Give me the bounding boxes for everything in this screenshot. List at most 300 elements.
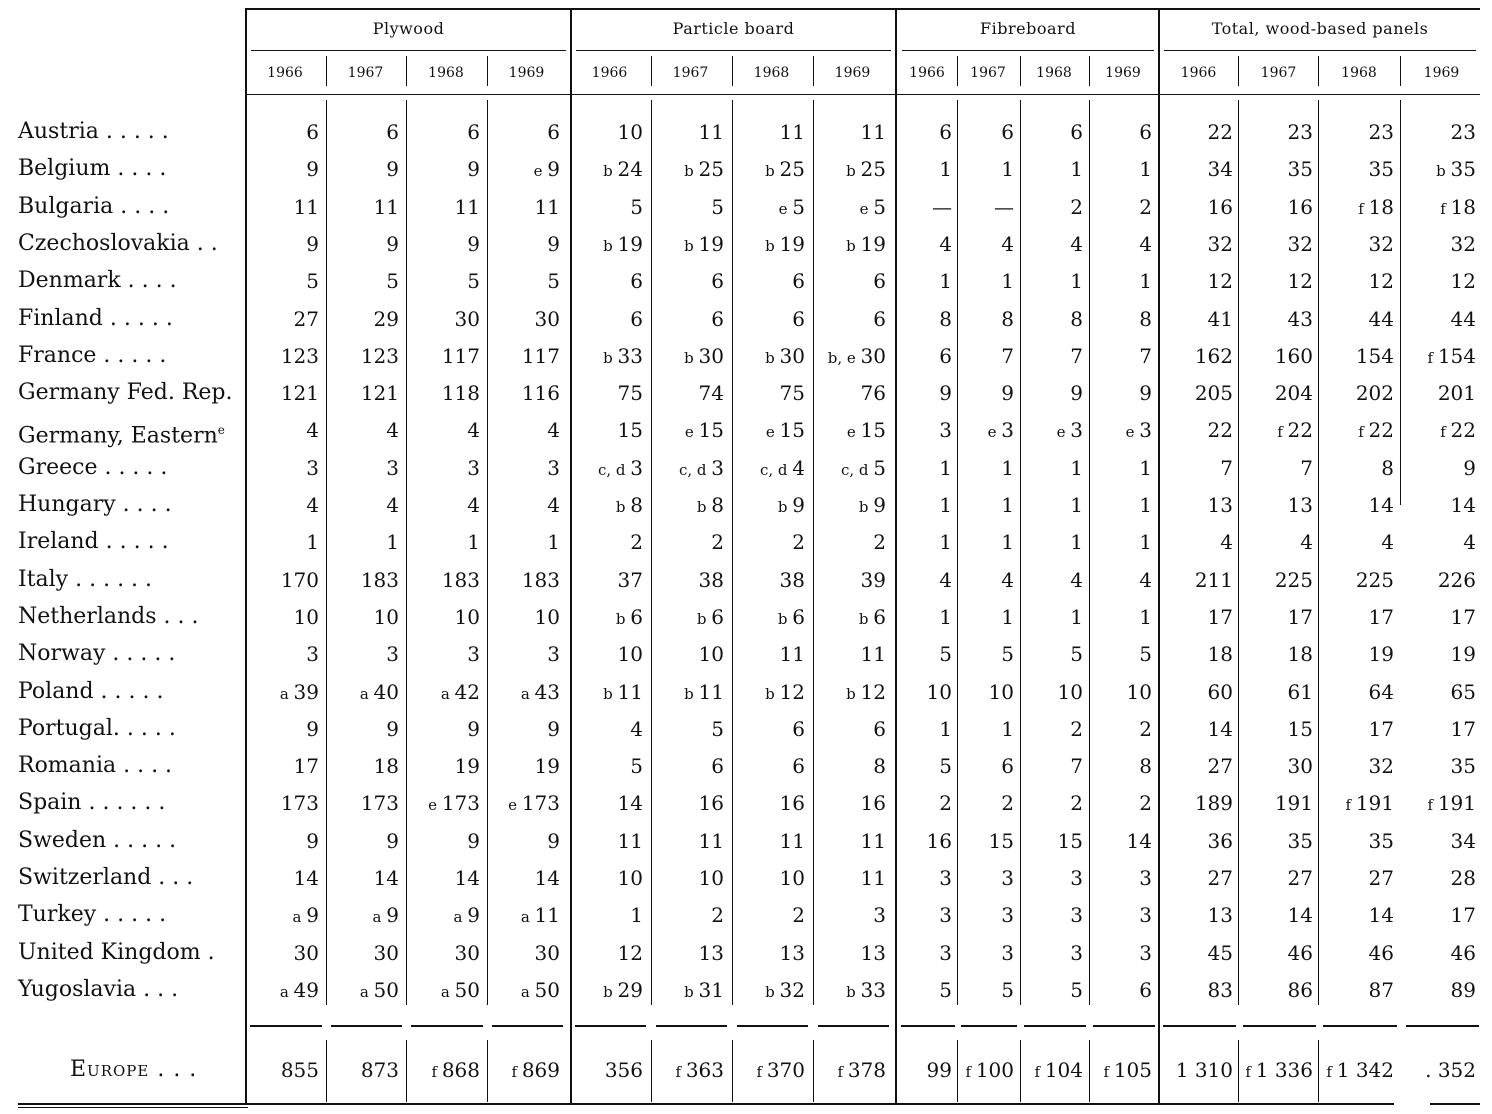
footnote-mark: e <box>428 796 442 815</box>
footnote-mark: a <box>279 684 294 703</box>
row-label: Turkey . . . . . <box>18 902 167 928</box>
data-cell: 14 <box>617 791 643 816</box>
data-cell: b 25 <box>846 157 886 182</box>
footnote-mark: b <box>846 236 861 255</box>
data-cell: 1 <box>1001 604 1014 629</box>
year-header: 1969 <box>1423 65 1460 81</box>
thin-bottom-rule <box>18 1107 248 1108</box>
data-cell: 211 <box>1194 567 1233 592</box>
data-cell: 6 <box>792 269 805 294</box>
footnote-mark: b <box>765 684 780 703</box>
data-cell: f 22 <box>1277 418 1313 443</box>
footnote-mark: a <box>520 684 535 703</box>
data-cell: 3 <box>873 903 886 928</box>
column-divider <box>1318 56 1319 86</box>
data-cell: 5 <box>306 269 319 294</box>
row-label: Romania . . . . <box>18 753 173 779</box>
row-label: Portugal. . . . . <box>18 715 176 741</box>
data-cell: 6 <box>873 716 886 741</box>
data-cell: e 15 <box>846 418 886 443</box>
total-rule <box>1323 1025 1397 1027</box>
column-divider <box>326 56 327 86</box>
data-cell: b 6 <box>858 604 886 629</box>
row-label: Norway . . . . . <box>18 641 176 667</box>
data-cell: 32 <box>1368 754 1394 779</box>
column-divider-body <box>732 100 733 1005</box>
data-cell: 9 <box>306 828 319 853</box>
data-cell: 60 <box>1207 679 1233 704</box>
data-cell: 1 <box>939 604 952 629</box>
column-divider <box>1400 56 1401 86</box>
data-cell: 6 <box>711 306 724 331</box>
footnote-mark: a <box>520 908 535 927</box>
data-cell: 39 <box>860 567 886 592</box>
data-cell: 1 <box>1001 269 1014 294</box>
data-cell: 9 <box>306 231 319 256</box>
data-cell: 1 <box>1070 493 1083 517</box>
data-cell: b 24 <box>603 157 643 182</box>
top-rule <box>245 8 1480 10</box>
column-divider <box>813 56 814 86</box>
data-cell: 5 <box>939 642 952 667</box>
data-cell: 4 <box>1463 530 1476 555</box>
data-cell: 4 <box>939 567 952 592</box>
data-cell: 23 <box>1450 120 1476 144</box>
data-cell: b 33 <box>846 977 886 1002</box>
footnote-mark: b <box>684 348 699 367</box>
bottom-rule-right <box>1430 1103 1480 1105</box>
total-cell: f 378 <box>837 1058 886 1082</box>
data-cell: 10 <box>779 866 805 890</box>
data-cell: 7 <box>1001 343 1014 368</box>
data-cell: 1 <box>939 493 952 517</box>
total-rule <box>250 1025 322 1027</box>
data-cell: 5 <box>1001 642 1014 667</box>
data-cell: 3 <box>1070 940 1083 965</box>
data-cell: a 40 <box>359 679 399 704</box>
total-rule <box>1406 1025 1479 1027</box>
total-cell: 855 <box>280 1058 319 1082</box>
data-cell: 18 <box>1207 642 1233 667</box>
data-cell: 2 <box>873 530 886 555</box>
footnote-mark: f <box>1277 423 1288 442</box>
footnote-mark: b <box>777 609 793 628</box>
data-cell: 23 <box>1287 120 1313 144</box>
data-cell: 2 <box>1139 791 1152 816</box>
data-cell: 13 <box>779 940 805 965</box>
data-cell: 123 <box>360 343 399 368</box>
data-cell: 6 <box>1001 120 1014 144</box>
data-cell: b 19 <box>603 231 643 256</box>
data-cell: b 8 <box>696 493 724 517</box>
data-cell: 160 <box>1274 343 1313 368</box>
data-cell: 3 <box>1070 866 1083 890</box>
data-cell: b 6 <box>777 604 805 629</box>
data-cell: 4 <box>386 418 399 443</box>
row-label: United Kingdom . <box>18 939 215 965</box>
year-header: 1968 <box>753 65 790 81</box>
data-cell: 10 <box>1126 679 1152 704</box>
data-cell: c, d 4 <box>759 455 805 480</box>
data-cell: 87 <box>1368 977 1394 1002</box>
column-divider-total <box>732 1040 733 1102</box>
data-cell: b 6 <box>615 604 643 629</box>
data-cell: 28 <box>1450 866 1476 890</box>
data-cell: 2 <box>1070 716 1083 741</box>
data-cell: 1 <box>1001 455 1014 480</box>
data-cell: 1 <box>1070 604 1083 629</box>
data-cell: 10 <box>1057 679 1083 704</box>
data-cell: 35 <box>1450 754 1476 779</box>
data-cell: 4 <box>1139 567 1152 592</box>
data-cell: e 15 <box>765 418 805 443</box>
data-cell: 4 <box>1001 567 1014 592</box>
data-cell: 12 <box>617 940 643 965</box>
footnote-mark: f <box>1034 1063 1045 1081</box>
total-rule <box>1163 1025 1236 1027</box>
data-cell: 65 <box>1450 679 1476 704</box>
row-label: Greece . . . . . <box>18 454 168 480</box>
data-cell: e 5 <box>859 194 886 219</box>
column-divider-total <box>1318 1040 1319 1102</box>
data-cell: 14 <box>454 866 480 890</box>
data-cell: 3 <box>1139 940 1152 965</box>
group-divider <box>895 8 897 1103</box>
footnote-mark: b <box>765 162 780 181</box>
footnote-mark: e <box>859 199 874 218</box>
total-cell: f 105 <box>1103 1058 1152 1082</box>
data-cell: 4 <box>939 231 952 256</box>
data-cell: 1 <box>1070 157 1083 182</box>
data-cell: 3 <box>306 455 319 480</box>
footnote-mark: b <box>765 982 780 1001</box>
data-cell: 38 <box>698 567 724 592</box>
data-cell: 6 <box>1001 754 1014 779</box>
data-cell: c, d 5 <box>840 455 886 480</box>
data-cell: 9 <box>1139 381 1152 406</box>
footnote-mark: a <box>359 684 374 703</box>
column-divider-body <box>487 100 488 1005</box>
data-cell: 5 <box>1139 642 1152 667</box>
data-cell: 6 <box>630 306 643 331</box>
data-cell: 86 <box>1287 977 1313 1002</box>
footnote-mark: f <box>1427 348 1438 367</box>
total-cell: f 100 <box>965 1058 1014 1082</box>
data-cell: — <box>994 194 1014 219</box>
data-cell: b 30 <box>765 343 805 368</box>
footnote-mark: a <box>279 982 294 1001</box>
footnote-mark: b <box>696 609 712 628</box>
footnote-mark: b <box>858 609 874 628</box>
row-label: Germany, Eastern$^e$ <box>18 423 225 449</box>
footnote-mark: b <box>765 236 780 255</box>
column-divider-body <box>1318 100 1319 1005</box>
data-cell: 61 <box>1287 679 1313 704</box>
data-cell: 8 <box>1139 306 1152 331</box>
data-cell: 6 <box>1139 977 1152 1002</box>
data-cell: a 9 <box>372 903 399 928</box>
footnote-mark: b <box>603 348 618 367</box>
footnote-mark: b <box>615 498 631 516</box>
data-cell: 5 <box>386 269 399 294</box>
year-header: 1967 <box>970 65 1006 81</box>
footnote-mark: c, d <box>759 460 793 479</box>
footnote-mark: e <box>765 423 780 442</box>
data-cell: 18 <box>1287 642 1313 667</box>
data-cell: e 3 <box>1125 418 1152 443</box>
data-cell: 11 <box>779 642 805 667</box>
total-rule <box>1024 1025 1086 1027</box>
data-cell: 2 <box>711 903 724 928</box>
footnote-mark: f <box>965 1063 976 1081</box>
data-cell: 117 <box>441 343 480 368</box>
data-cell: 7 <box>1139 343 1152 368</box>
row-label: Germany Fed. Rep. <box>18 380 233 406</box>
data-cell: f 191 <box>1345 791 1394 816</box>
row-label: Netherlands . . . <box>18 603 199 629</box>
data-cell: 5 <box>547 269 560 294</box>
data-cell: 4 <box>547 418 560 443</box>
column-divider-total <box>1238 1040 1239 1102</box>
data-cell: 5 <box>1070 642 1083 667</box>
data-cell: a 42 <box>440 679 480 704</box>
data-cell: 17 <box>1450 604 1476 629</box>
data-cell: b 8 <box>615 493 643 517</box>
data-cell: 4 <box>1300 530 1313 555</box>
data-cell: 4 <box>1070 567 1083 592</box>
data-cell: a 9 <box>453 903 480 928</box>
footnote-mark: a <box>453 908 468 927</box>
data-cell: 16 <box>860 791 886 816</box>
data-cell: 3 <box>386 642 399 667</box>
data-cell: 9 <box>467 157 480 182</box>
data-cell: b 35 <box>1436 157 1476 182</box>
data-cell: 9 <box>547 828 560 853</box>
data-cell: 3 <box>467 642 480 667</box>
data-cell: 2 <box>1070 194 1083 219</box>
data-cell: 4 <box>306 493 319 517</box>
footnote-mark: c, d <box>597 460 631 479</box>
data-cell: 15 <box>1287 716 1313 741</box>
data-cell: b 9 <box>777 493 805 517</box>
data-cell: 4 <box>1001 231 1014 256</box>
data-cell: 10 <box>698 642 724 667</box>
data-cell: e 15 <box>684 418 724 443</box>
total-cell: f 869 <box>511 1058 560 1082</box>
data-cell: 1 <box>1001 716 1014 741</box>
data-cell: 19 <box>1368 642 1394 667</box>
year-header: 1969 <box>508 65 545 81</box>
footnote-mark: c, d <box>678 460 712 479</box>
data-cell: 3 <box>547 455 560 480</box>
data-cell: e 5 <box>778 194 805 219</box>
data-cell: 45 <box>1207 940 1233 965</box>
data-cell: b 25 <box>765 157 805 182</box>
data-cell: c, d 3 <box>678 455 724 480</box>
footnote-mark: b <box>603 982 618 1001</box>
data-cell: 9 <box>1001 381 1014 406</box>
data-cell: 11 <box>534 194 560 219</box>
row-label: Finland . . . . . <box>18 305 173 331</box>
column-divider-body <box>1238 100 1239 1005</box>
data-cell: 10 <box>617 642 643 667</box>
data-cell: 12 <box>1207 269 1233 294</box>
year-header: 1968 <box>428 65 464 81</box>
data-cell: b 9 <box>858 493 886 517</box>
footnote-mark: c, d <box>840 460 874 479</box>
data-cell: 34 <box>1450 828 1476 853</box>
data-cell: 30 <box>373 940 399 965</box>
data-cell: 8 <box>1139 754 1152 779</box>
data-cell: 13 <box>860 940 886 965</box>
data-cell: b 19 <box>684 231 724 256</box>
data-cell: 32 <box>1207 231 1233 256</box>
data-cell: 14 <box>1126 828 1152 853</box>
year-header: 1966 <box>1180 65 1217 81</box>
data-cell: 6 <box>792 306 805 331</box>
footnote-mark: a <box>292 908 307 927</box>
row-label: Yugoslavia . . . <box>18 976 179 1002</box>
row-label: Austria . . . . . <box>18 119 169 144</box>
data-cell: 4 <box>1220 530 1233 555</box>
data-cell: 2 <box>939 791 952 816</box>
data-cell: 4 <box>467 493 480 517</box>
data-cell: 2 <box>792 903 805 928</box>
data-cell: b 25 <box>684 157 724 182</box>
data-cell: 1 <box>1139 455 1152 480</box>
total-rule <box>1243 1025 1316 1027</box>
data-cell: 17 <box>293 754 319 779</box>
data-cell: 14 <box>1207 716 1233 741</box>
data-cell: 11 <box>617 828 643 853</box>
data-cell: 9 <box>306 157 319 182</box>
data-cell: e 173 <box>508 791 560 816</box>
data-cell: 9 <box>1070 381 1083 406</box>
data-cell: 11 <box>698 120 724 144</box>
data-cell: 14 <box>1450 493 1476 517</box>
data-cell: 9 <box>386 157 399 182</box>
data-cell: 30 <box>534 940 560 965</box>
data-cell: 74 <box>698 381 724 406</box>
data-cell: 3 <box>547 642 560 667</box>
footnote-mark: b <box>696 498 712 516</box>
data-cell: 16 <box>926 828 952 853</box>
data-cell: 19 <box>1450 642 1476 667</box>
data-cell: — <box>932 194 952 219</box>
data-cell: f 191 <box>1427 791 1476 816</box>
footnote-mark: e <box>1125 423 1140 442</box>
data-cell: 204 <box>1274 381 1313 406</box>
total-rule <box>901 1025 955 1027</box>
data-cell: a 50 <box>520 977 560 1002</box>
column-divider-total <box>487 1040 488 1102</box>
data-cell: 2 <box>630 530 643 555</box>
data-cell: 27 <box>293 306 319 331</box>
group-header: Total, wood-based panels <box>1211 19 1429 38</box>
data-cell: 13 <box>698 940 724 965</box>
footnote-mark: b <box>1436 162 1451 181</box>
data-cell: 35 <box>1368 828 1394 853</box>
data-cell: 27 <box>1368 866 1394 890</box>
data-cell: 76 <box>860 381 886 406</box>
data-cell: 7 <box>1070 343 1083 368</box>
data-cell: 2 <box>1001 791 1014 816</box>
data-cell: 6 <box>873 269 886 294</box>
footnote-mark: b <box>615 609 631 628</box>
data-cell: 9 <box>467 828 480 853</box>
data-cell: f 154 <box>1427 343 1476 368</box>
data-cell: 170 <box>280 567 319 592</box>
data-cell: 10 <box>617 120 643 144</box>
data-cell: 6 <box>873 306 886 331</box>
data-cell: 1 <box>547 530 560 555</box>
data-cell: 6 <box>1139 120 1152 144</box>
data-cell: 9 <box>306 716 319 741</box>
data-cell: 5 <box>630 754 643 779</box>
column-divider-total <box>651 1040 652 1102</box>
total-cell: f 104 <box>1034 1058 1083 1082</box>
total-cell: f 1 342 <box>1326 1058 1394 1082</box>
total-rule <box>575 1025 646 1027</box>
data-cell: 44 <box>1450 306 1476 331</box>
total-cell: . 352 <box>1425 1058 1476 1082</box>
data-cell: 3 <box>939 903 952 928</box>
data-cell: 7 <box>1220 455 1233 480</box>
data-cell: 1 <box>1001 530 1014 555</box>
data-cell: 1 <box>467 530 480 555</box>
data-cell: 3 <box>1001 903 1014 928</box>
data-cell: 3 <box>1139 903 1152 928</box>
data-cell: 9 <box>1463 455 1476 480</box>
data-cell: 16 <box>1207 194 1233 219</box>
data-cell: 4 <box>306 418 319 443</box>
data-cell: b 6 <box>696 604 724 629</box>
data-cell: f 18 <box>1358 194 1394 219</box>
data-cell: 1 <box>939 530 952 555</box>
data-cell: 41 <box>1207 306 1233 331</box>
footnote-mark: b, e <box>827 348 861 367</box>
data-cell: 10 <box>698 866 724 890</box>
data-cell: 11 <box>779 120 805 144</box>
footnote-mark: e <box>778 199 793 218</box>
data-cell: b 12 <box>765 679 805 704</box>
data-cell: 121 <box>280 381 319 406</box>
row-label: France . . . . . <box>18 342 167 368</box>
footnote-mark: e <box>846 423 861 442</box>
data-cell: b 30 <box>684 343 724 368</box>
data-cell: 14 <box>293 866 319 890</box>
data-cell: 225 <box>1355 567 1394 592</box>
data-cell: 37 <box>617 567 643 592</box>
data-cell: 11 <box>860 828 886 853</box>
footnote-mark: b <box>684 684 699 703</box>
footnote-mark: b <box>765 348 780 367</box>
footnote-mark: e <box>217 423 225 438</box>
data-cell: 32 <box>1368 231 1394 256</box>
data-cell: 35 <box>1287 157 1313 182</box>
header-rule <box>245 94 1480 95</box>
year-header: 1966 <box>267 65 303 81</box>
data-cell: 9 <box>386 231 399 256</box>
data-cell: 9 <box>467 716 480 741</box>
data-cell: 1 <box>1001 493 1014 517</box>
data-cell: 12 <box>1287 269 1313 294</box>
data-cell: f 22 <box>1440 418 1476 443</box>
column-divider-body <box>813 100 814 1005</box>
data-cell: 35 <box>1287 828 1313 853</box>
data-cell: 3 <box>467 455 480 480</box>
data-cell: 64 <box>1368 679 1394 704</box>
